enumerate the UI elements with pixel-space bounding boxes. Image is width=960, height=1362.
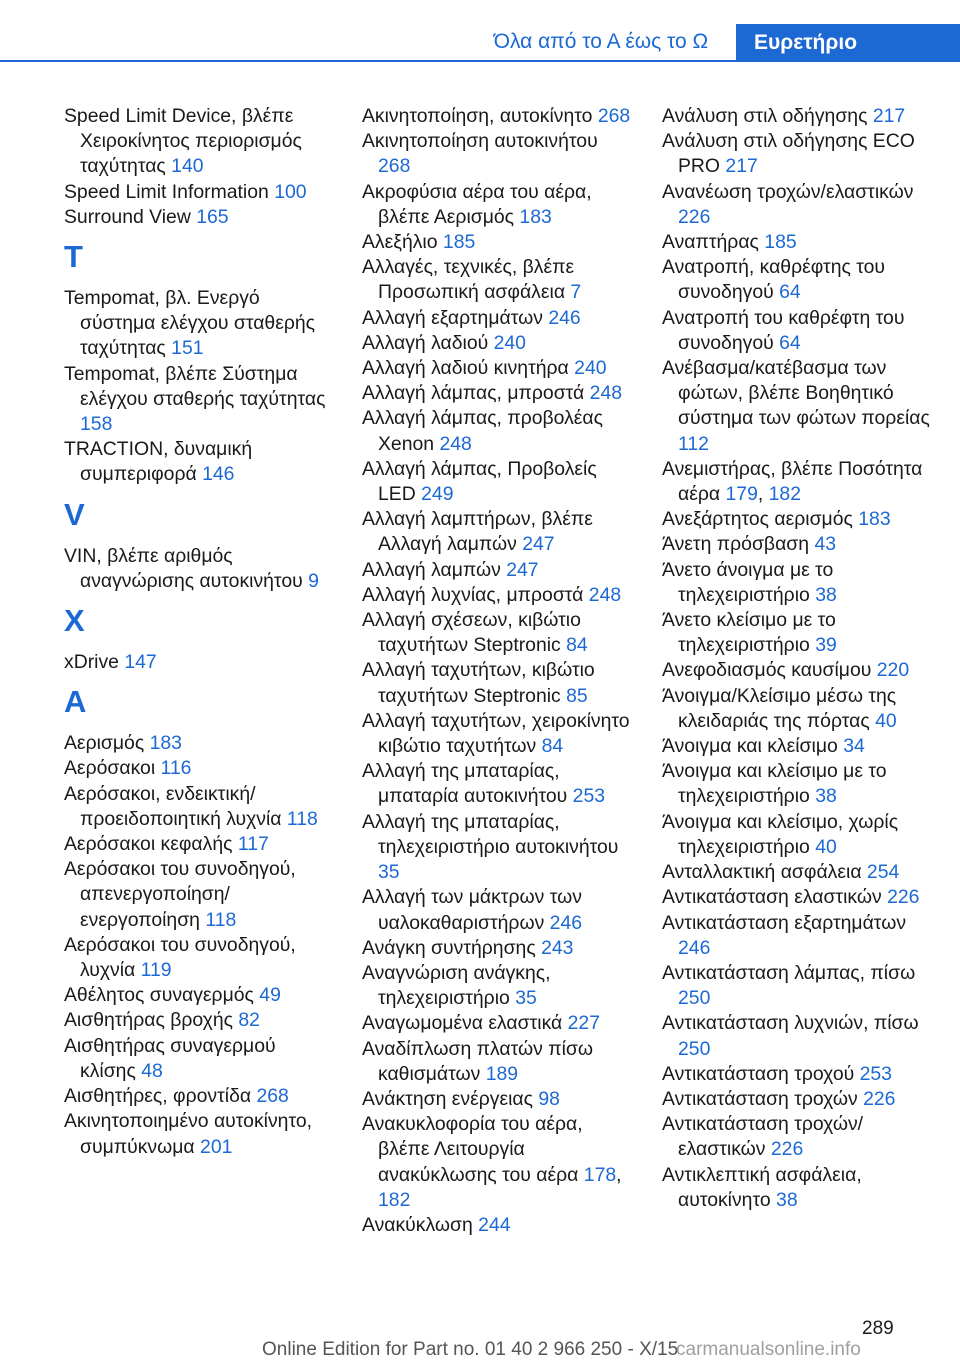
page-reference-link[interactable]: 84 (566, 634, 588, 657)
index-entry (662, 230, 932, 255)
page-reference-link[interactable]: 226 (770, 1138, 804, 1161)
index-entry (64, 437, 332, 487)
index-entry-text: Ακινητοποίηση αυτοκινήτου (362, 130, 598, 153)
page-reference-link[interactable]: 226 (887, 886, 920, 909)
page-reference-link[interactable]: 178 (583, 1163, 617, 1186)
page-reference-link[interactable]: 35 (378, 861, 400, 884)
index-entry-text: Αλλαγή ταχυτήτων, κιβώτιο ταχυτήτων Steptronic (362, 659, 595, 707)
index-entry (362, 507, 634, 557)
index-entry-text: Ακινητοποιημένο αυτοκίνητο, συμπύκνωμα (64, 1110, 312, 1158)
page-reference-link[interactable]: 147 (124, 651, 157, 674)
page-reference-link[interactable]: 40 (815, 835, 837, 858)
index-entry (64, 832, 332, 857)
page-reference-link[interactable]: 48 (141, 1059, 163, 1082)
page-reference-link[interactable]: 38 (815, 583, 837, 606)
index-entry (362, 255, 634, 305)
index-entry-text: Άνετη πρόσβαση (662, 533, 810, 556)
page-reference-link[interactable]: 112 (678, 432, 709, 455)
index-entry-text: Αντικατάσταση εξαρτημάτων (662, 911, 907, 934)
index-entry-text: Ακροφύσια αέρα του αέρα, βλέπε Αερισμός (362, 180, 592, 228)
page-reference-link[interactable]: 183 (149, 732, 182, 755)
index-entry-text: Αισθητήρας βροχής (64, 1009, 233, 1032)
page-reference-link[interactable]: 38 (776, 1188, 798, 1211)
page-reference-link[interactable]: 217 (725, 155, 758, 178)
index-entry-text: Αναγωμομένα ελαστικά (362, 1012, 563, 1035)
page-reference-link[interactable]: 227 (567, 1012, 600, 1035)
page-reference-link[interactable]: 189 (485, 1062, 519, 1085)
index-entry-text: Αντικλεπτική ασφάλεια, αυτοκίνητο (662, 1163, 862, 1211)
index-entry-text: xDrive (64, 651, 119, 674)
index-entry-text: Αλλαγή της μπαταρίας, μπαταρία αυτοκινήτου (362, 760, 568, 808)
index-entry-text: Αερόσακοι του συνοδηγού, λυχνία (64, 933, 296, 982)
index-entry (662, 104, 932, 129)
page-reference-link[interactable]: 35 (515, 987, 537, 1010)
index-entry-text: Ανεφοδιασμός καυσίμου (662, 659, 872, 682)
index-entry-text: Surround View (64, 205, 191, 228)
page-number: 289 (862, 1318, 894, 1339)
page-reference-link[interactable]: 248 (588, 583, 622, 606)
page-reference-link[interactable]: 165 (196, 205, 229, 228)
index-entry (662, 658, 932, 683)
index-entry (362, 381, 634, 406)
index-entry (362, 306, 634, 331)
page-reference-link[interactable]: 7 (570, 281, 582, 304)
index-entry (362, 759, 634, 809)
index-entry-text: Αλεξήλιο (362, 231, 438, 254)
index-letter-heading: T (64, 239, 83, 275)
page-reference-link[interactable]: 249 (421, 483, 454, 506)
header-rule (0, 60, 960, 62)
index-entry-text: Αισθητήρες, φροντίδα (64, 1085, 252, 1108)
index-entry (662, 1011, 932, 1061)
page-reference-link[interactable]: 248 (439, 432, 472, 455)
index-entry-text: Ανεξάρτητος αερισμός (662, 508, 853, 531)
index-letter-heading: X (64, 603, 85, 639)
page-reference-link[interactable]: 253 (572, 785, 606, 808)
index-entry (362, 129, 634, 179)
page-reference-link[interactable]: 240 (574, 357, 607, 380)
index-entry (662, 860, 932, 885)
index-entry (662, 532, 932, 557)
index-entry (64, 650, 332, 675)
index-entry (362, 406, 634, 456)
page-reference-link[interactable]: 151 (171, 337, 204, 360)
index-entry-text: Άνετο άνοιγμα με το τηλεχειριστήριο (662, 558, 834, 606)
page-reference-link[interactable]: 253 (859, 1062, 892, 1085)
index-entry (362, 810, 634, 886)
index-entry-text: Αλλαγή εξαρτημάτων (362, 306, 543, 329)
page-reference-link[interactable]: 146 (202, 463, 235, 486)
index-entry (362, 1213, 634, 1238)
index-entry (362, 1037, 634, 1087)
page-reference-link[interactable]: 243 (541, 936, 574, 959)
section-tab: Ευρετήριο (736, 24, 960, 62)
index-entry (64, 933, 332, 983)
index-entry-text: VIN, βλέπε αριθμός αναγνώρισης αυτοκινήτου (64, 544, 303, 592)
index-column-3 (662, 104, 932, 1213)
index-entry (662, 306, 932, 356)
page-reference-link[interactable]: 185 (764, 231, 797, 254)
index-entry (662, 911, 932, 961)
index-entry (64, 544, 332, 594)
page-reference-link[interactable]: 217 (872, 105, 906, 127)
page-reference-link[interactable]: 9 (308, 569, 319, 592)
index-entry-text: TRACTION, δυναμική συμπεριφορά (64, 438, 253, 486)
index-entry-text: Ανατροπή του καθρέφτη του συνοδηγού (662, 306, 905, 354)
page-reference-link[interactable]: 254 (866, 861, 900, 884)
index-entry (64, 983, 332, 1008)
index-entry (362, 885, 634, 935)
page-reference-link[interactable]: 185 (442, 231, 476, 254)
page-reference-link[interactable]: 34 (843, 735, 865, 758)
index-entry (662, 961, 932, 1011)
index-entry-text: Ανάκτηση ενέργειας (362, 1087, 533, 1110)
index-entry (64, 782, 332, 832)
page-reference-link[interactable]: 247 (506, 558, 539, 581)
index-entry (662, 608, 932, 658)
page-reference-link[interactable]: 201 (200, 1135, 233, 1158)
index-entry-text: Ανακύκλωση (362, 1213, 473, 1236)
index-entry (362, 709, 634, 759)
index-entry-text: Αλλαγή λαδιού (362, 331, 489, 354)
index-entry-text: Αλλαγές, τεχνικές, βλέπε Προσωπική ασφάλεια (362, 256, 575, 304)
watermark: carmanualsonline.info (676, 1339, 861, 1360)
index-entry (362, 961, 634, 1011)
index-entry (64, 104, 332, 180)
page-reference-link[interactable]: 246 (549, 911, 583, 934)
index-entry-text: Αλλαγή λαδιού κινητήρα (362, 357, 569, 380)
index-entry-text: Αερόσακοι, ενδεικτική/προειδοποιητική λυχνία (64, 782, 282, 830)
page-reference-link[interactable]: 117 (237, 833, 269, 856)
index-entry-text: Αντικατάσταση τροχών/ελαστικών (662, 1113, 864, 1161)
page-reference-link[interactable]: 98 (538, 1087, 560, 1110)
page-reference-link[interactable]: 244 (478, 1213, 511, 1236)
index-entry-text: Αντικατάσταση τροχού (662, 1062, 855, 1085)
index-entry-text: Tempomat, βλέπε Σύστημα ελέγχου σταθερής ταχύτητας (64, 362, 326, 410)
index-entry-text: Αλλαγή λάμπας, προβολέας Xenon (362, 407, 603, 455)
index-entry (64, 180, 332, 205)
index-column-1 (64, 104, 332, 1160)
index-entry-text: Αερισμός (64, 732, 145, 755)
page-reference-link[interactable]: 268 (378, 155, 411, 178)
index-entry-text: Αντικατάσταση ελαστικών (662, 886, 882, 909)
index-entry (362, 331, 634, 356)
page-reference-link[interactable]: 183 (858, 508, 891, 531)
page-reference-link[interactable]: 116 (160, 757, 192, 780)
page-reference-link[interactable]: 82 (238, 1009, 260, 1032)
page-header (0, 0, 960, 90)
index-entry (362, 658, 634, 708)
page-reference-link[interactable]: 246 (548, 306, 581, 329)
index-entry (662, 810, 932, 860)
index-entry-text: Αναπτήρας (662, 231, 759, 254)
index-entry-text: Speed Limit Device, βλέπε Χειροκίνητος περιορισμός ταχύτητας (64, 105, 302, 178)
index-entry-text: Αερόσακοι κεφαλής (64, 833, 233, 856)
index-entry (64, 756, 332, 781)
page-reference-link[interactable]: 100 (274, 180, 307, 203)
index-entry-text: Ανατροπή, καθρέφτης του συνοδηγού (662, 256, 886, 304)
page-reference-link[interactable]: 268 (597, 105, 631, 127)
index-entry (64, 1084, 332, 1109)
index-entry-text: Αερόσακοι (64, 757, 156, 780)
index-entry (64, 1008, 332, 1033)
index-entry (362, 558, 634, 583)
index-entry-text: Αισθητήρας συναγερμού κλίσης (64, 1034, 276, 1082)
index-entry-text: Ακινητοποίηση, αυτοκίνητο (362, 105, 593, 127)
page-reference-link[interactable]: 240 (493, 331, 526, 354)
page-reference-link[interactable]: 64 (779, 281, 801, 304)
page-reference-link[interactable]: 250 (678, 987, 711, 1010)
index-entry-text: Ανταλλακτική ασφάλεια (662, 861, 862, 884)
index-entry-text: Ανάλυση στιλ οδήγησης (662, 105, 868, 127)
page-reference-link[interactable]: 140 (171, 155, 204, 178)
index-entry-text: Ανακυκλοφορία του αέρα, βλέπε Λειτουργία ανακύκλωσης του αέρα (362, 1113, 583, 1186)
page-reference-link[interactable]: 220 (876, 659, 910, 682)
page-reference-link[interactable]: 119 (140, 959, 172, 982)
index-entry-text: Αλλαγή σχέσεων, κιβώτιο ταχυτήτων Steptronic (362, 609, 581, 657)
index-entry-text: Άνοιγμα και κλείσιμο με το τηλεχειριστήριο (662, 760, 887, 808)
index-letter-heading: A (64, 684, 87, 720)
page-reference-link[interactable]: 118 (286, 807, 318, 830)
index-entry (362, 936, 634, 961)
page-reference-link[interactable]: 118 (205, 908, 237, 931)
page-reference-link[interactable]: 49 (259, 984, 281, 1007)
index-entry-text: Speed Limit Information (64, 180, 269, 203)
index-entry (662, 558, 932, 608)
index-entry-text: Αλλαγή λαμπτήρων, βλέπε Αλλαγή λαμπών (362, 508, 593, 556)
index-entry (662, 180, 932, 230)
index-entry (662, 129, 932, 179)
index-entry-text: Ανάγκη συντήρησης (362, 936, 536, 959)
index-entry (662, 1163, 932, 1213)
index-entry-text: Αλλαγή λάμπας, μπροστά (362, 382, 585, 405)
index-entry-text: Αντικατάσταση τροχών (662, 1087, 858, 1110)
page-reference-link[interactable]: 64 (779, 331, 801, 354)
index-entry-text: Αερόσακοι του συνοδηγού, απενεργοποίηση/ενεργοποίηση (64, 858, 296, 931)
index-entry (362, 457, 634, 507)
page-reference-link[interactable]: 158 (80, 413, 113, 436)
index-entry-text: Αθέλητος συναγερμός (64, 984, 254, 1007)
index-entry-text: Αντικατάσταση λυχνιών, πίσω (662, 1012, 919, 1035)
index-entry-text: Ανανέωση τροχών/ελαστικών (662, 180, 914, 203)
index-entry-text: Άνετο κλείσιμο με το τηλεχειριστήριο (662, 609, 836, 657)
index-entry (662, 356, 932, 457)
index-entry-text: Αναγνώριση ανάγκης, τηλεχειριστήριο (362, 961, 551, 1010)
index-entry (662, 1112, 932, 1162)
index-entry-text: Αλλαγή λάμπας, Προβολείς LED (362, 457, 597, 506)
index-entry: Ανακυκλοφορία του αέρα, βλέπε Λειτουργία ανακύκλωσης του αέρα 178, 182 (362, 1113, 622, 1211)
page-reference-link[interactable]: 182 (768, 483, 801, 506)
index-entry (362, 356, 634, 381)
index-entry (362, 583, 634, 608)
index-entry (662, 255, 932, 305)
index-entry-text: Άνοιγμα/Κλείσιμο μέσω της κλειδαριάς της πόρτας (662, 684, 897, 732)
index-entry: Ανεμιστήρας, βλέπε Ποσότητα αέρα 179, 182 (662, 457, 923, 506)
index-entry (362, 1011, 634, 1036)
index-entry (662, 734, 932, 759)
index-entry (662, 684, 932, 734)
page-reference-link[interactable]: 268 (256, 1085, 289, 1108)
index-entry (64, 205, 332, 230)
index-entry-text: Αλλαγή λαμπών (362, 558, 501, 581)
edition-note: Online Edition for Part no. 01 40 2 966 250 - X/15 (262, 1339, 679, 1360)
index-entry (64, 857, 332, 933)
index-entry-text: Άνοιγμα και κλείσιμο, χωρίς τηλεχειριστήριο (662, 810, 899, 858)
page-reference-link[interactable]: 226 (863, 1087, 896, 1110)
index-entry (662, 1087, 932, 1112)
index-entry (362, 104, 634, 129)
page-reference-link[interactable]: 250 (678, 1037, 711, 1060)
page-reference-link[interactable]: 43 (814, 533, 837, 556)
index-entry-text: Αλλαγή ταχυτήτων, χειροκίνητο κιβώτιο ταχυτήτων (362, 709, 630, 758)
index-entry (662, 1062, 932, 1087)
index-entry-text: Αλλαγή της μπαταρίας, τηλεχειριστήριο αυτοκινήτου (362, 810, 619, 858)
page-reference-link[interactable]: 84 (541, 735, 564, 758)
chapter-title: Όλα από το Α έως το Ω (493, 30, 709, 53)
page-reference-link[interactable]: 248 (589, 382, 623, 405)
page-reference-link[interactable]: 226 (678, 205, 711, 228)
page-reference-link[interactable]: 183 (519, 205, 552, 228)
index-entry-text: Αντικατάσταση λάμπας, πίσω (662, 961, 916, 984)
index-entry (362, 230, 634, 255)
page-reference-link[interactable]: 40 (875, 709, 897, 732)
page-reference-link[interactable]: 179 (725, 483, 758, 506)
index-entry-text: Ανάλυση στιλ οδήγησης ECO PRO (662, 130, 915, 178)
page-reference-link[interactable]: 39 (815, 634, 837, 657)
index-letter-heading: V (64, 496, 85, 532)
index-entry-text: Αναδίπλωση πλατών πίσω καθισμάτων (362, 1037, 594, 1085)
page-reference-link[interactable]: 38 (815, 785, 837, 808)
index-entry (64, 731, 332, 756)
index-entry-text: Tempomat, βλ. Ενεργό σύστημα ελέγχου σταθερής ταχύτητας (64, 287, 316, 360)
index-entry (362, 1087, 634, 1112)
index-entry-text: Αλλαγή λυχνίας, μπροστά (362, 583, 584, 606)
page-reference-link[interactable]: 85 (566, 684, 588, 707)
index-entry (64, 1034, 332, 1084)
index-entry-text: Ανεμιστήρας, βλέπε Ποσότητα αέρα (662, 457, 923, 506)
index-entry (64, 362, 332, 438)
index-column-2 (362, 104, 634, 1238)
index-entry-text: Άνοιγμα και κλείσιμο (662, 735, 838, 758)
index-entry (362, 180, 634, 230)
index-entry-text: Αλλαγή των μάκτρων των υαλοκαθαριστήρων (362, 886, 582, 934)
index-entry (662, 759, 932, 809)
page-reference-link[interactable]: 247 (522, 533, 555, 556)
index-entry (64, 286, 332, 362)
index-entry (662, 507, 932, 532)
page-reference-link[interactable]: 246 (678, 936, 711, 959)
index-entry (64, 1109, 332, 1159)
page-reference-link[interactable]: 182 (378, 1188, 411, 1211)
index-entry (362, 608, 634, 658)
index-entry-text: Ανέβασμα/κατέβασμα των φώτων, βλέπε Βοηθητικό σύστημα των φώτων πορείας (662, 357, 930, 430)
index-entry (662, 885, 932, 910)
